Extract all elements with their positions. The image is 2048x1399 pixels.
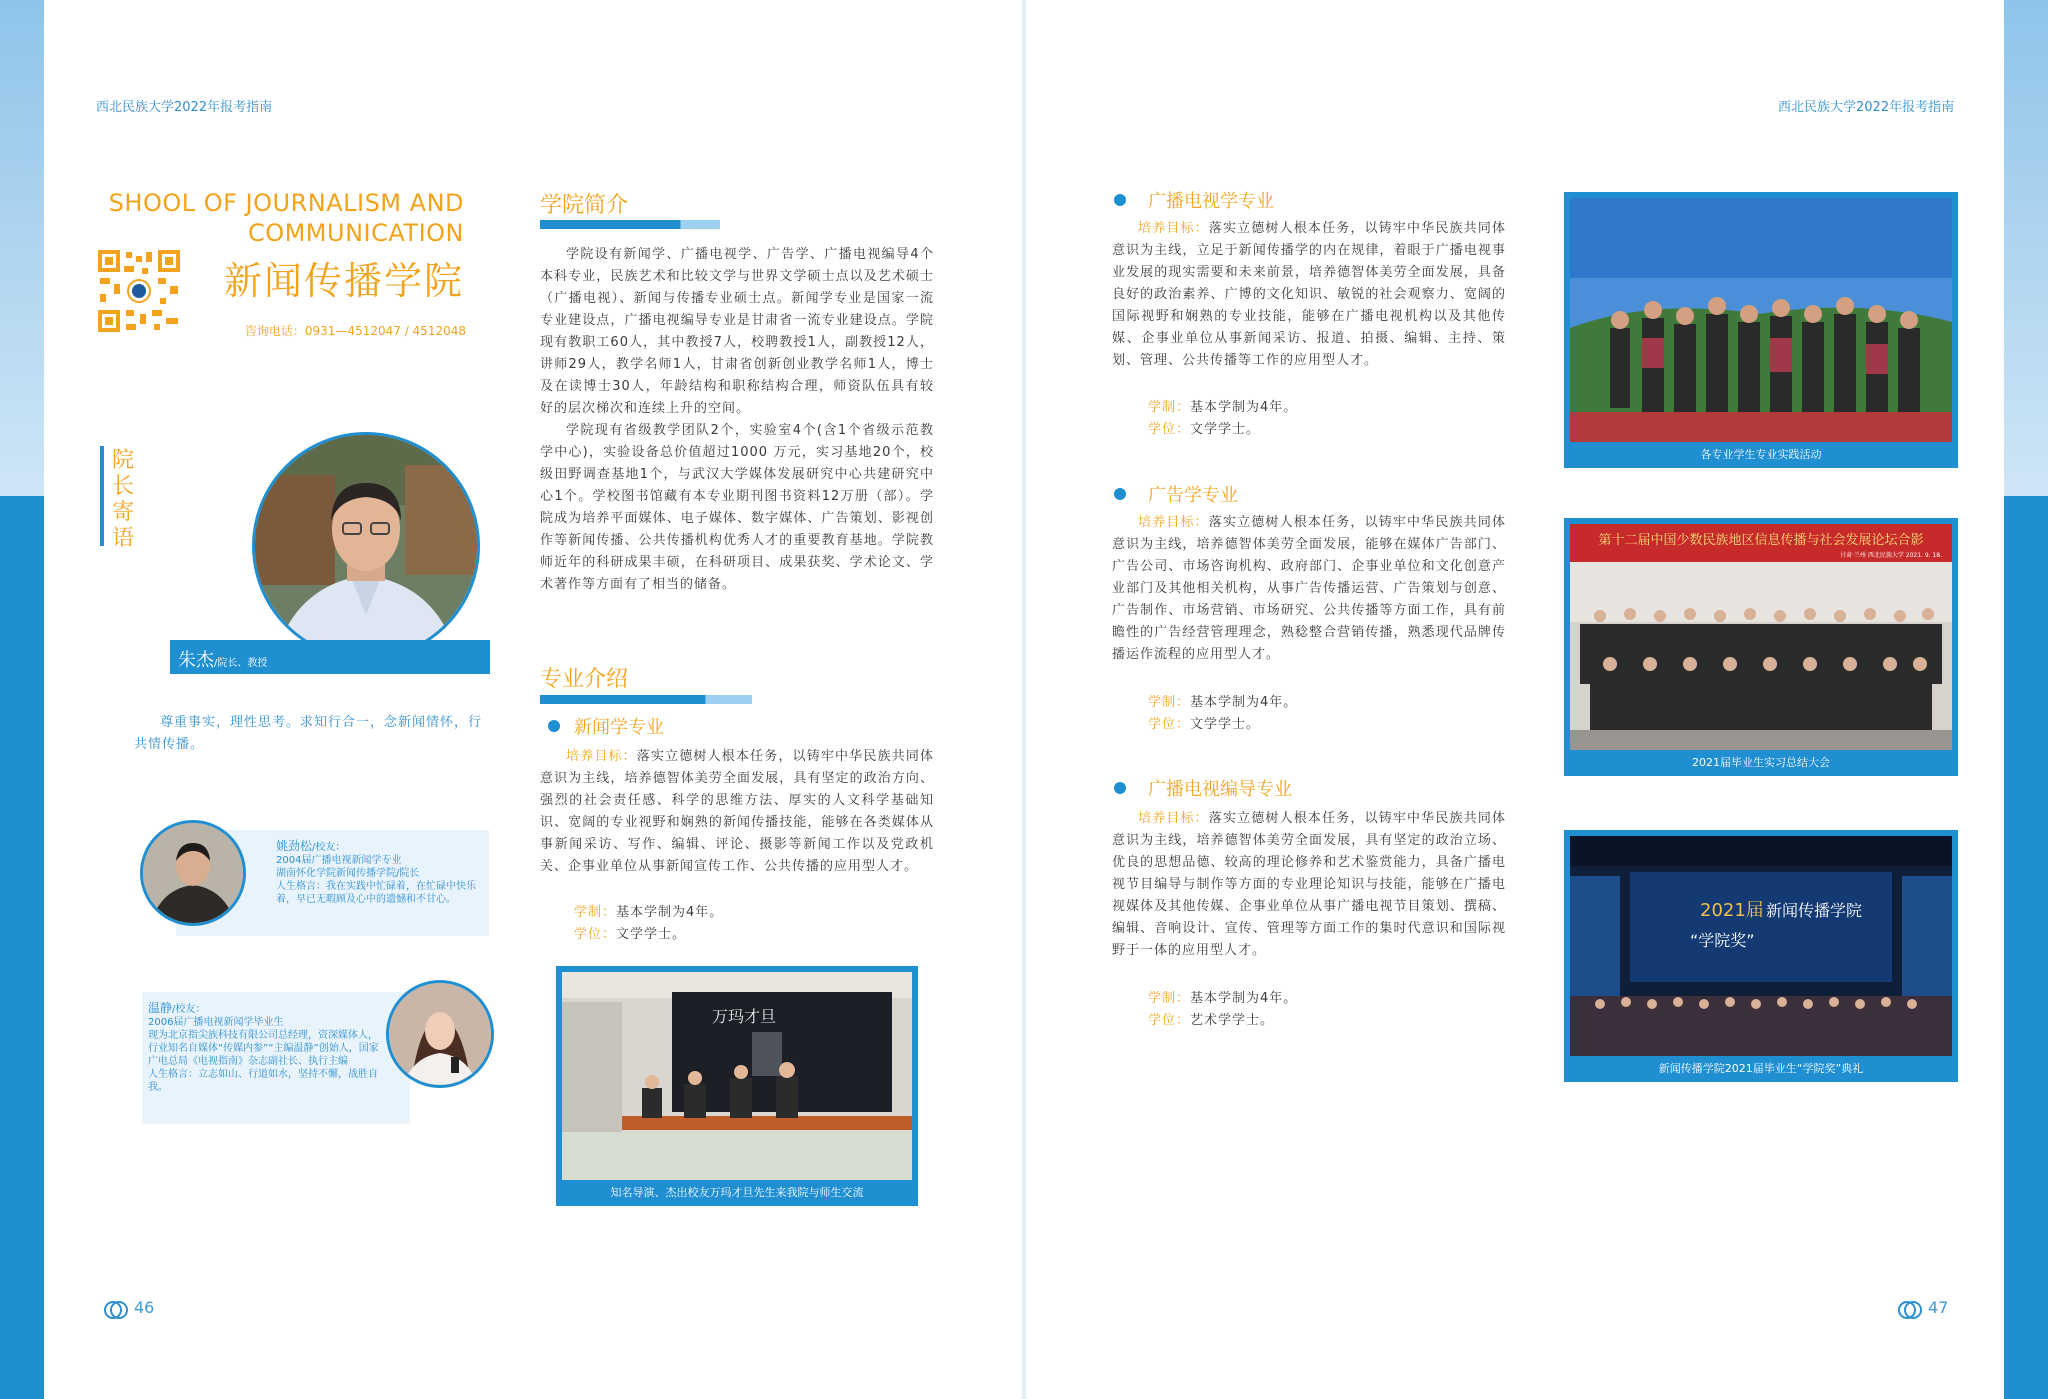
photo-director-exchange <box>556 966 918 1206</box>
page-number-left: 46 <box>134 1298 155 1317</box>
major-4-goal <box>1112 808 1506 962</box>
alumni-1-text <box>276 840 482 906</box>
major-1-duration-label: 学制： <box>574 905 617 920</box>
forum-banner-subtext: 甘肃·兰州 西北民族大学 2021. 9. 18. <box>1840 552 1942 559</box>
edge-band-right-top <box>2002 0 2048 500</box>
major-2-degree: 文学学士。 <box>1190 422 1261 437</box>
award-screen-main: 新闻传播学院 <box>1766 901 1863 920</box>
award-screen-sub: “学院奖” <box>1690 931 1755 950</box>
major-1-bullet <box>548 720 560 732</box>
photo-forum <box>1564 518 1958 776</box>
photo-award-caption: 新闻传播学院2021届毕业生“学院奖”典礼 <box>1564 1056 1958 1082</box>
forum-banner-text: 第十二届中国少数民族地区信息传播与社会发展论坛合影 <box>1598 533 1924 548</box>
major-1-goal-text: 落实立德树人根本任务，以铸牢中华民族共同体意识为主线，培养德智体美劳全面发展，具有坚定的政治方向、强烈的社会责任感、科学的思维方法、厚实的人文科学基础知识、宽阔的专业视野和娴熟的新闻传播技能，能够在各类媒体从事新闻采访、写作、编辑、评论、摄影等新闻工作以及党政机关、企事业单位从事新闻宣传工作、公共传播的应用型人才。 <box>540 749 934 874</box>
major-3-degree-label: 学位： <box>1148 717 1191 732</box>
major-3-duration-label: 学制： <box>1148 695 1191 710</box>
running-title-left: 西北民族大学2022年报考指南 <box>96 100 273 115</box>
major-2-duration-label: 学制： <box>1148 400 1191 415</box>
edge-band-left-top <box>0 0 46 500</box>
photo-practice-image <box>1570 198 1952 442</box>
dean-section-label: 院长寄语 <box>112 448 135 551</box>
school-english-line1: SHOOL OF JOURNALISM AND <box>108 189 464 217</box>
major-3-duration: 基本学制为4年。 <box>1190 695 1298 710</box>
major-2-facts <box>1148 397 1297 441</box>
major-2-degree-label: 学位： <box>1148 422 1191 437</box>
major-1-degree: 文学学士。 <box>616 927 687 942</box>
award-screen-top: 2021届 <box>1700 900 1764 921</box>
major-4-bullet <box>1114 782 1126 794</box>
major-3-goal-label: 培养目标： <box>1138 515 1209 530</box>
major-4-degree: 艺术学学士。 <box>1190 1013 1275 1028</box>
photo-forum-image <box>1570 524 1952 750</box>
major-4-duration-label: 学制： <box>1148 991 1191 1006</box>
page-number-right: 47 <box>1928 1298 1949 1317</box>
major-1-name: 新闻学专业 <box>574 717 664 738</box>
major-3-goal <box>1112 512 1506 666</box>
school-english-name <box>94 188 464 248</box>
major-3-facts <box>1148 692 1297 736</box>
alumni-1-name: 姚劲松 <box>276 839 313 853</box>
major-1-facts <box>574 902 723 946</box>
major-1-duration: 基本学制为4年。 <box>616 905 724 920</box>
major-1-degree-label: 学位： <box>574 927 617 942</box>
majors-title: 专业介绍 <box>540 667 629 692</box>
intro-paragraph-2: 学院现有省级教学团队2个，实验室4个(含1个省级示范教学中心)，实验设备总价值超过1000 万元，实习基地20个，校级田野调查基地1个，与武汉大学媒体发展研究中心共建研究中心1个。学校图书馆藏有本专业期刊图书资料12万册（部）。学院成为培养平面媒体、电子媒体、数字媒体、广告策划、影视创作等新闻传播、公共传播机构优秀人才的重要教育基地。学院教师近年的科研成果丰硕，在科研项目、成果获奖、学术论文、学术著作等方面有了相当的储备。 <box>540 423 934 592</box>
alumni-2-line-2: 现为北京指尖族科技有限公司总经理，资深媒体人，行业知名自媒体“传媒内参”“主编温静”创始人，国家广电总局《电视指南》杂志副社长、执行主编 <box>148 1030 379 1067</box>
photo-forum-caption: 2021届毕业生实习总结大会 <box>1564 750 1958 776</box>
intro-title-underline <box>540 220 720 229</box>
major-2-duration: 基本学制为4年。 <box>1190 400 1298 415</box>
school-chinese-name: 新闻传播学院 <box>223 259 464 303</box>
photo-practice <box>1564 192 1958 468</box>
major-2-goal-text: 落实立德树人根本任务，以铸牢中华民族共同体意识为主线，立足于新闻传播学的内在规律，着眼于广播电视事业发展的现实需要和未来前景，培养德智体美劳全面发展，具备良好的政治素养、广博的文化知识、敏锐的社会观察力、宽阔的国际视野和娴熟的专业技能，能够在广播电视机构以及其他传媒、企事业单位从事新闻采访、报道、拍摄、编辑、主持、策划、管理、公共传播等工作的应用型人才。 <box>1112 221 1506 368</box>
edge-band-left-bottom <box>0 496 46 1399</box>
alumni-1-role: /校友： <box>312 842 346 853</box>
intro-paragraph-1: 学院设有新闻学、广播电视学、广告学、广播电视编导4个本科专业，民族艺术和比较文学与世界文学硕士点以及艺术硕士（广播电视）、新闻与传播专业硕士点。新闻学专业是国家一流专业建设点，广播电视编导专业是甘肃省一流专业建设点。学院现有教职工60人，其中教授7人，校聘教授1人，副教授12人，讲师29人，教学名师1人，甘肃省创新创业教学名师1人，博士及在读博士30人，年龄结构和职称结构合理，师资队伍具有较好的层次梯次和连续上升的空间。 <box>540 247 934 416</box>
photo-director-exchange-image <box>562 972 912 1180</box>
major-4-degree-label: 学位： <box>1148 1013 1191 1028</box>
major-1-goal-label: 培养目标： <box>566 749 637 764</box>
dean-message: 尊重事实，理性思考。求知行合一，念新闻情怀，行共情传播。 <box>134 715 483 752</box>
intro-text <box>540 244 934 596</box>
major-4-goal-label: 培养目标： <box>1138 811 1209 826</box>
major-3-name: 广告学专业 <box>1148 485 1238 506</box>
page-number-left-icon <box>104 1300 126 1318</box>
photo-director-exchange-caption: 知名导演、杰出校友万玛才旦先生来我院与师生交流 <box>556 1180 918 1206</box>
alumni-2-line-1: 2006届广播电视新闻学毕业生 <box>148 1017 284 1028</box>
alumni-2-name: 温静 <box>148 1001 173 1015</box>
major-4-duration: 基本学制为4年。 <box>1190 991 1298 1006</box>
major-2-goal-label: 培养目标： <box>1138 221 1209 236</box>
photo-practice-caption: 各专业学生专业实践活动 <box>1564 442 1958 468</box>
major-3-degree: 文学学士。 <box>1190 717 1261 732</box>
lecture-screen-text: 万玛才旦 <box>712 1007 777 1026</box>
major-4-name: 广播电视编导专业 <box>1148 779 1292 800</box>
major-2-bullet <box>1114 194 1126 206</box>
dean-name-text: 朱杰 <box>178 650 214 671</box>
alumni-1-line-2: 湖南怀化学院新闻传播学院/院长 <box>276 868 420 879</box>
major-2-name: 广播电视学专业 <box>1148 191 1274 212</box>
alumni-2-text <box>148 1002 386 1094</box>
major-4-facts <box>1148 988 1297 1032</box>
major-3-goal-text: 落实立德树人根本任务，以铸牢中华民族共同体意识为主线，培养德智体美劳全面发展，能够在媒体广告部门、广告公司、市场咨询机构、政府部门、企事业单位和文化创意产业部门及其他相关机构，从事广告传播运营、广告策划与创意、广告制作、市场营销、市场研究、公共传播等方面工作，具有前瞻性的广告经营管理理念，熟稔整合营销传播，熟悉现代品牌传播运作流程的应用型人才。 <box>1112 515 1506 662</box>
alumni-2-portrait <box>386 980 494 1088</box>
majors-title-underline <box>540 695 752 704</box>
edge-band-right-bottom <box>2002 496 2048 1399</box>
alumni-1-line-1: 2004届广播电视新闻学专业 <box>276 855 402 866</box>
alumni-2-line-3: 人生格言：立志如山、行道如水，坚持不懈，战胜自我。 <box>148 1069 378 1093</box>
photo-award <box>1564 830 1958 1082</box>
major-3-bullet <box>1114 488 1126 500</box>
running-title-right: 西北民族大学2022年报考指南 <box>1778 100 1955 115</box>
major-4-goal-text: 落实立德树人根本任务，以铸牢中华民族共同体意识为主线，培养德智体美劳全面发展，具有坚定的政治立场、优良的思想品德、较高的理论修养和艺术鉴赏能力，具备广播电视节目编导与制作等方面的专业理论知识与技能，能够在广播电视媒体及其他传媒、企事业单位从事广播电视节目策划、撰稿、编辑、音响设计、宣传、管理等方面工作的集时代意识和国际视野于一体的应用型人才。 <box>1112 811 1506 958</box>
dean-name <box>178 646 267 672</box>
alumni-1-line-3: 人生格言：我在实践中忙碌着，在忙碌中快乐着，早已无暇顾及心中的遗憾和不甘心。 <box>276 881 476 905</box>
dean-section-bar <box>100 446 104 546</box>
alumni-1-portrait <box>140 820 246 926</box>
dean-title: /院长、教授 <box>214 658 268 669</box>
contact-phone: 咨询电话：0931—4512047 / 4512048 <box>244 324 466 338</box>
major-1-goal <box>540 746 934 878</box>
dean-portrait <box>252 432 480 660</box>
intro-title: 学院简介 <box>540 193 629 218</box>
major-2-goal <box>1112 218 1506 372</box>
alumni-2-role: /校友： <box>172 1004 206 1015</box>
qr-code <box>96 248 182 334</box>
school-english-line2: COMMUNICATION <box>247 219 464 247</box>
page-number-right-icon <box>1898 1300 1920 1318</box>
photo-award-image <box>1570 836 1952 1056</box>
